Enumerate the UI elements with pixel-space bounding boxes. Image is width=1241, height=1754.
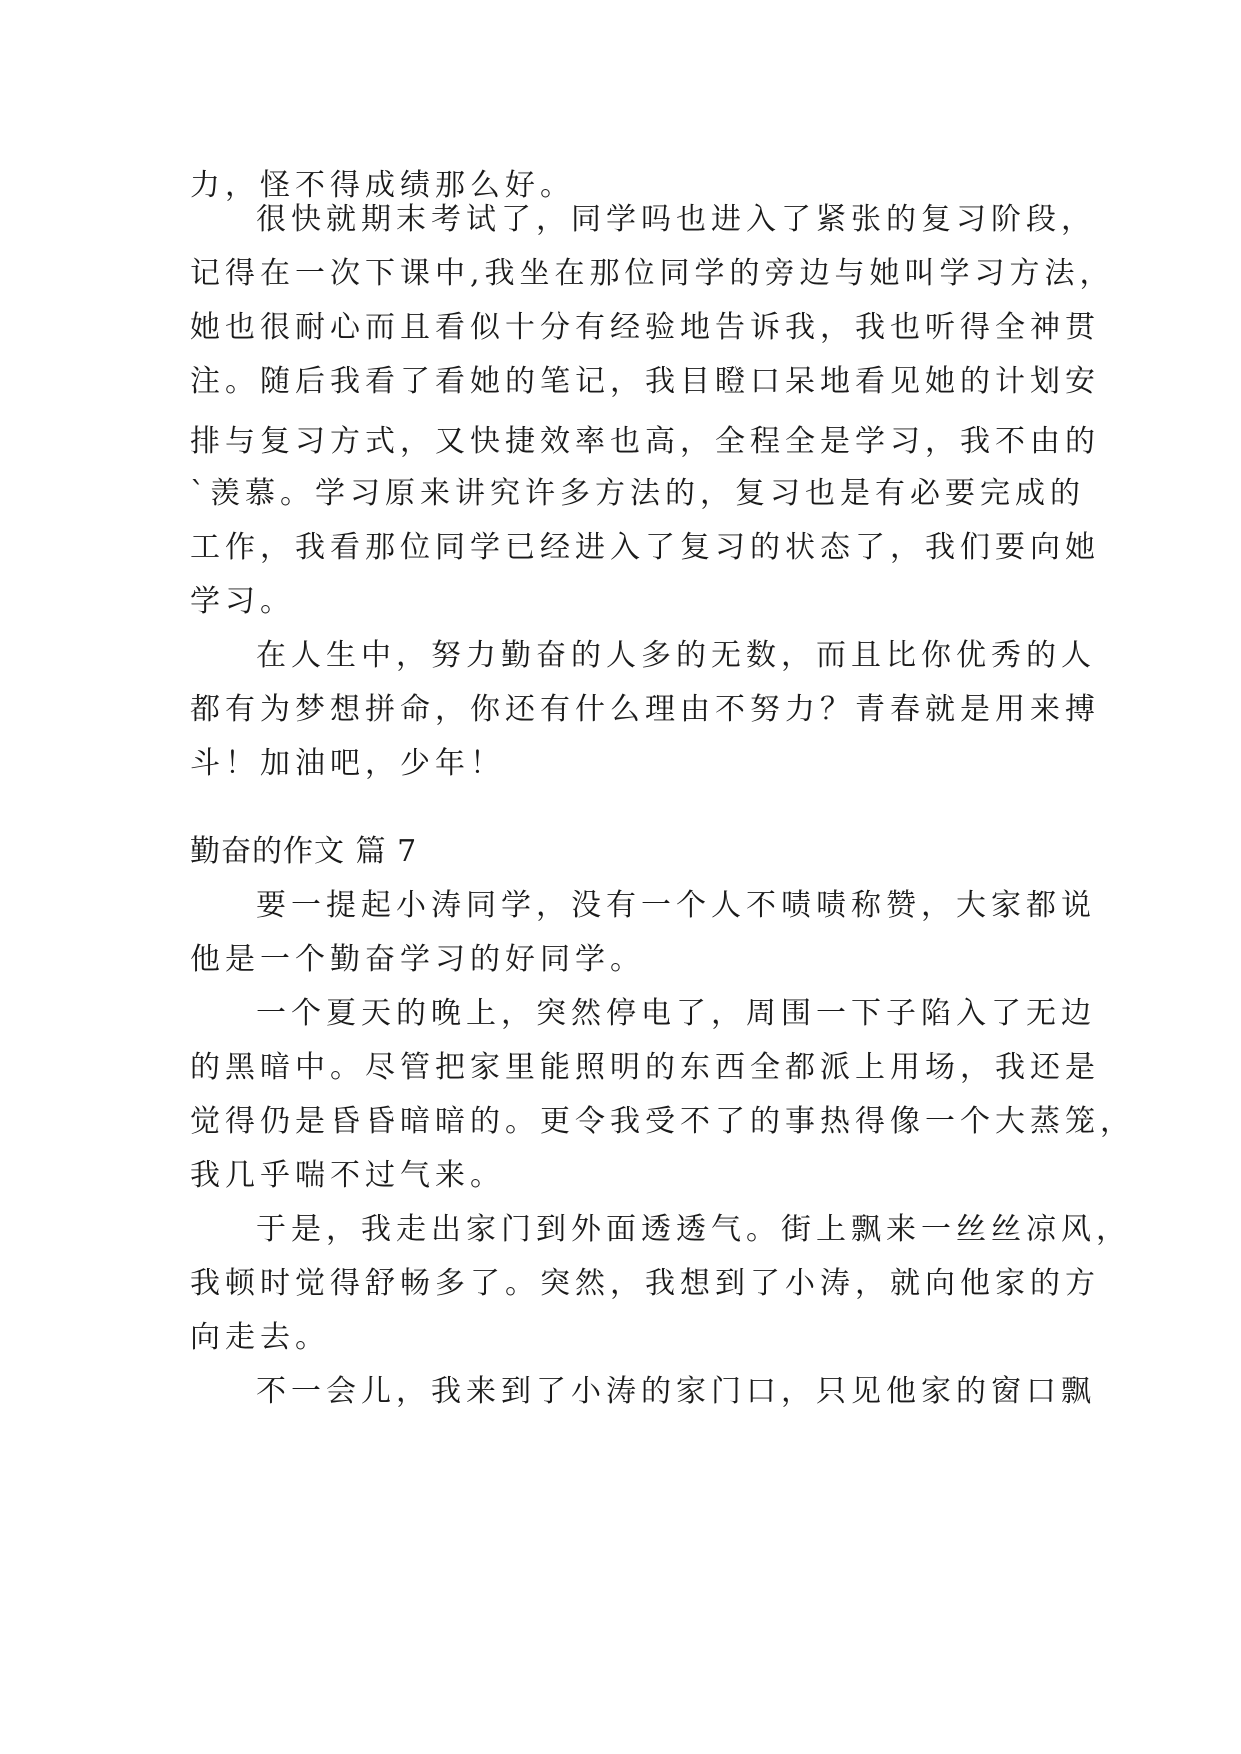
text-line: 力，怪不得成绩那么好。: [190, 168, 575, 203]
text-line: 我几乎喘不过气来。: [190, 1158, 505, 1193]
paragraph-start-line: 于是，我走出家门到外面透透气。街上飘来一丝丝凉风，: [256, 1212, 1131, 1247]
text-line: 向走去。: [190, 1320, 330, 1355]
text-line: 觉得仍是昏昏暗暗的。更令我受不了的事热得像一个大蒸笼，: [190, 1104, 1135, 1139]
text-line: 注。随后我看了看她的笔记，我目瞪口呆地看见她的计划安: [190, 364, 1100, 399]
text-line: 记得在一次下课中,我坐在那位同学的旁边与她叫学习方法，: [190, 256, 1115, 291]
text-line: 斗！加油吧，少年！: [190, 746, 505, 781]
section-heading: 勤奋的作文 篇 7: [190, 834, 418, 869]
text-line: 排与复习方式，又快捷效率也高，全程全是学习，我不由的: [190, 424, 1100, 459]
paragraph-start-line: 要一提起小涛同学，没有一个人不啧啧称赞，大家都说: [256, 888, 1096, 923]
text-line: 他是一个勤奋学习的好同学。: [190, 942, 645, 977]
paragraph-start-line: 不一会儿，我来到了小涛的家门口，只见他家的窗口飘: [256, 1374, 1096, 1409]
paragraph-start-line: 在人生中，努力勤奋的人多的无数，而且比你优秀的人: [256, 638, 1096, 673]
text-line: `羡慕。学习原来讲究许多方法的，复习也是有必要完成的: [190, 476, 1085, 511]
paragraph-start-line: 很快就期末考试了，同学吗也进入了紧张的复习阶段，: [256, 202, 1096, 237]
text-line: 她也很耐心而且看似十分有经验地告诉我，我也听得全神贯: [190, 310, 1100, 345]
text-line: 工作，我看那位同学已经进入了复习的状态了，我们要向她: [190, 530, 1100, 565]
text-line: 我顿时觉得舒畅多了。突然，我想到了小涛，就向他家的方: [190, 1266, 1100, 1301]
text-line: 学习。: [190, 584, 295, 619]
text-line: 都有为梦想拼命，你还有什么理由不努力？青春就是用来搏: [190, 692, 1100, 727]
text-line: 的黑暗中。尽管把家里能照明的东西全都派上用场，我还是: [190, 1050, 1100, 1085]
paragraph-start-line: 一个夏天的晚上，突然停电了，周围一下子陷入了无边: [256, 996, 1096, 1031]
